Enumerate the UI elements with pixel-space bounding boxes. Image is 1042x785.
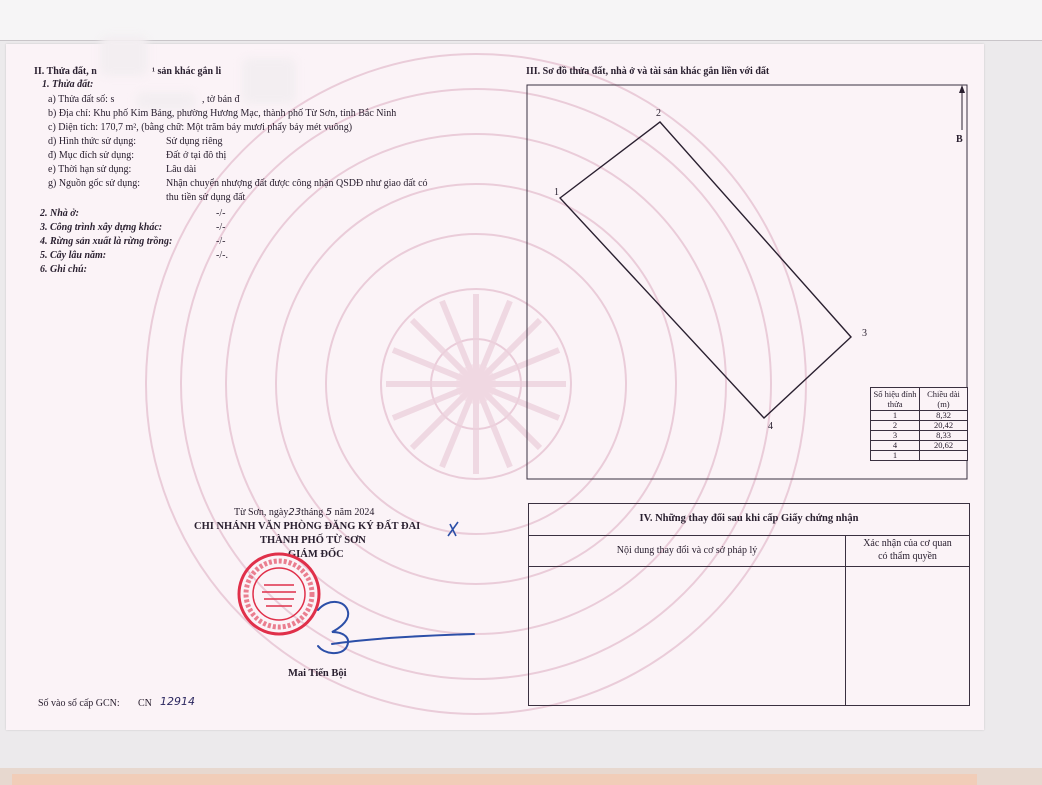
point-label-2: 2 <box>656 108 661 119</box>
other-works-label: 3. Công trình xây dựng khác: <box>40 222 163 233</box>
map-sheet: , tờ bản đ <box>202 94 240 105</box>
edge-length: 20,62 <box>920 441 968 451</box>
forest-value: -/- <box>216 236 226 247</box>
next-page-edge <box>0 768 1042 785</box>
origin-label: g) Nguồn gốc sử dụng: <box>48 178 141 189</box>
date-day: 23 <box>288 507 302 518</box>
address: b) Địa chỉ: Khu phố Kim Bảng, phường Hương Mạc, thành phố Từ Sơn, tỉnh Bắc Ninh <box>48 108 397 119</box>
certificate-page <box>6 44 984 730</box>
perennial-value: -/-. <box>216 250 228 261</box>
office-city: THÀNH PHỐ TỪ SƠN <box>260 535 366 546</box>
use-purpose-value: Đất ở tại đô thị <box>166 150 227 161</box>
area: c) Diện tích: 170,7 m², (bằng chữ: Một trăm bảy mươi phẩy bảy mét vuông) <box>48 122 353 133</box>
viewer-divider <box>0 40 1042 41</box>
changes-header-row <box>529 536 969 567</box>
date-prefix: Từ Sơn, ngày <box>234 507 289 518</box>
edge-table-header-point: Số hiệu đỉnh thửa <box>871 388 920 411</box>
registry-label: Số vào sổ cấp GCN: <box>38 698 120 709</box>
edge-length <box>920 451 968 461</box>
use-purpose-label: đ) Mục đích sử dụng: <box>48 150 134 161</box>
section-ii-title: II. Thửa đất, n <box>34 66 97 77</box>
north-arrow-head <box>959 85 965 93</box>
use-form-label: d) Hình thức sử dụng: <box>48 136 137 147</box>
edge-point: 4 <box>871 441 920 451</box>
use-term-label: e) Thời hạn sử dụng: <box>48 164 132 175</box>
section-iii-title: III. Sơ đồ thửa đất, nhà ở và tài sản khác gắn liền với đất <box>526 66 770 77</box>
registry-number: 12914 <box>160 695 195 708</box>
origin-value-1: Nhận chuyển nhượng đất được công nhận QSDĐ như giao đất có <box>166 178 428 189</box>
point-label-3: 3 <box>862 328 867 339</box>
edge-length: 20,42 <box>920 421 968 431</box>
edge-point: 1 <box>871 451 920 461</box>
land-number: a) Thửa đất số: s <box>48 94 115 105</box>
edge-length-table <box>870 387 968 461</box>
edge-point: 2 <box>871 421 920 431</box>
other-works-value: -/- <box>216 222 226 233</box>
parcel-outline <box>560 122 851 418</box>
house-label: 2. Nhà ở: <box>40 208 79 219</box>
date-month-label: tháng <box>301 507 324 518</box>
changes-col-confirm-2: có thẩm quyền <box>878 551 937 562</box>
section-ii-title-tail: ¹ sản khác gắn li <box>152 66 222 77</box>
viewer-top-bar <box>0 0 1042 40</box>
house-value: -/- <box>216 208 226 219</box>
changes-column-divider <box>845 536 846 705</box>
edge-point: 3 <box>871 431 920 441</box>
notes-label: 6. Ghi chú: <box>40 264 87 275</box>
changes-panel <box>528 503 970 706</box>
forest-label: 4. Rừng sản xuất là rừng trồng: <box>40 236 173 247</box>
handwritten-signature <box>298 514 488 664</box>
land-header: 1. Thửa đất: <box>42 79 94 90</box>
office-name: CHI NHÁNH VĂN PHÒNG ĐĂNG KÝ ĐẤT ĐAI <box>194 521 421 532</box>
edge-table-header-length: Chiều dài (m) <box>920 388 968 411</box>
changes-col-confirm-1: Xác nhận của cơ quan <box>863 538 952 549</box>
point-label-1: 1 <box>554 187 559 198</box>
use-term-value: Lâu dài <box>166 164 197 175</box>
point-label-4: 4 <box>768 421 773 432</box>
redaction-blur <box>242 58 296 104</box>
registry-prefix: CN <box>138 698 152 709</box>
edge-point: 1 <box>871 411 920 421</box>
changes-title-row <box>529 504 969 536</box>
changes-col-content: Nội dung thay đổi và cơ sở pháp lý <box>616 545 758 556</box>
north-label: B <box>956 134 963 145</box>
edge-length: 8,33 <box>920 431 968 441</box>
signer-role: GIÁM ĐỐC <box>288 549 344 560</box>
date-year: năm 2024 <box>334 507 375 518</box>
perennial-label: 5. Cây lâu năm: <box>40 250 107 261</box>
signer-name: Mai Tiến Bội <box>288 668 347 679</box>
use-form-value: Sử dụng riêng <box>166 136 223 147</box>
origin-value-2: thu tiền sử dụng đất <box>166 192 246 203</box>
edge-length: 8,32 <box>920 411 968 421</box>
redaction-blur <box>100 36 148 76</box>
changes-title: IV. Những thay đổi sau khi cấp Giấy chứng nhận <box>639 513 859 524</box>
date-month: 5 <box>325 507 333 518</box>
